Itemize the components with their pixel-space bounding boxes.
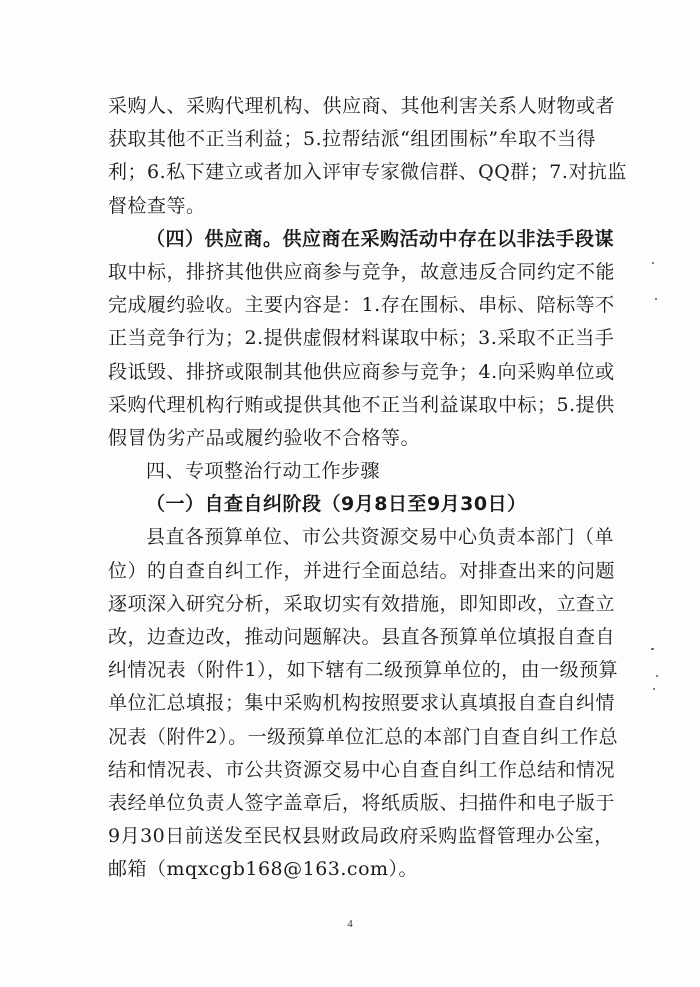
- section-heading-steps: 四、专项整治行动工作步骤: [146, 460, 381, 483]
- text-line: 完成履约验收。主要内容是：1.存在围标、串标、陪标等不: [108, 294, 615, 317]
- text-line: 督检查等。: [108, 194, 206, 217]
- text-line: 段诋毁、排挤或限制其他供应商参与竞争；4.向采购单位或: [108, 360, 615, 383]
- section-heading-suppliers: （四）供应商。供应商在采购活动中存在以非法手段谋: [146, 227, 615, 250]
- paragraph-start: 县直各预算单位、市公共资源交易中心负责本部门（单: [146, 526, 615, 549]
- scan-speck: [653, 688, 655, 690]
- text-line: 位）的自查自纠工作，并进行全面总结。对排查出来的问题: [108, 559, 616, 582]
- scan-speck: [655, 298, 657, 300]
- subsection-heading-self-check: （一）自查自纠阶段（9月8日至9月30日）: [146, 493, 527, 516]
- scan-speck: [651, 648, 654, 650]
- text-line: 逐项深入研究分析，采取切实有效措施，即知即改，立查立: [108, 592, 616, 615]
- page-number: 4: [347, 918, 353, 930]
- text-line: 改，边查边改，推动问题解决。县直各预算单位填报自查自: [108, 626, 616, 648]
- scan-speck: [656, 675, 658, 677]
- text-line: 况表（附件2）。一级预算单位汇总的本部门自查自纠工作总: [108, 725, 619, 748]
- text-line: 邮箱（mqxcgb168@163.com）。: [108, 858, 419, 881]
- text-line: 获取其他不正当利益；5.拉帮结派“组团围标”牟取不当得: [108, 128, 597, 151]
- text-line: 采购代理机构行贿或提供其他不正当利益谋取中标；5.提供: [108, 393, 615, 416]
- text-line: 假冒伪劣产品或履约验收不合格等。: [108, 426, 421, 449]
- text-line: 纠情况表（附件1），如下辖有二级预算单位的，由一级预算: [108, 659, 619, 682]
- text-line: 采购人、采购代理机构、供应商、其他利害关系人财物或者: [108, 95, 616, 117]
- text-line: 取中标，排挤其他供应商参与竞争，故意违反合同约定不能: [108, 260, 616, 283]
- scan-speck: [652, 262, 654, 264]
- text-line: 利；6.私下建立或者加入评审专家微信群、QQ群；7.对抗监: [108, 161, 627, 184]
- text-line: 正当竞争行为；2.提供虚假材料谋取中标；3.采取不正当手: [108, 327, 615, 350]
- text-line: 9月30日前送发至民权县财政局政府采购监督管理办公室，: [108, 825, 614, 848]
- text-line: 表经单位负责人签字盖章后，将纸质版、扫描件和电子版于: [108, 791, 616, 814]
- text-line: 单位汇总填报；集中采购机构按照要求认真填报自查自纠情: [108, 692, 616, 715]
- text-line: 结和情况表、市公共资源交易中心自查自纠工作总结和情况: [108, 758, 616, 781]
- body-text: [108, 90, 627, 887]
